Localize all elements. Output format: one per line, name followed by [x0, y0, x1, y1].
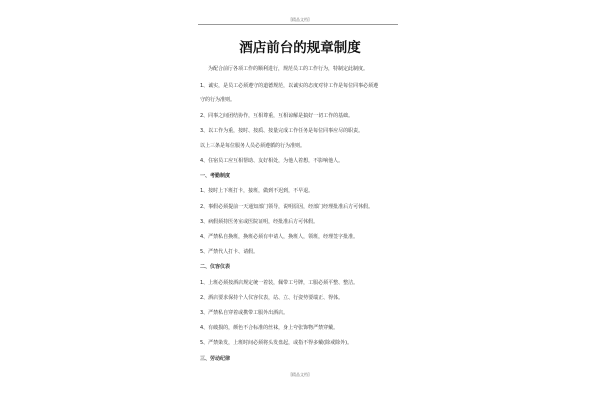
page-footer: [精品文档] — [290, 372, 310, 377]
appearance-item-4: 4、有破损的，颜色不合标准的丝袜，身上夸张饰物严禁穿戴。 — [200, 325, 339, 331]
attendance-item-1: 1、按时上下班打卡，接班，做到不迟到，不早退。 — [200, 188, 314, 194]
rule-1-line-2: 守的行为准则。 — [200, 97, 236, 103]
section-heading-attendance: 一、考勤制度 — [200, 173, 231, 179]
section-heading-discipline: 三、劳动纪律 — [200, 356, 231, 362]
rule-3: 3、以工作为重，按时、按质、按量完成工作任务是每位同事应尽的职责。 — [200, 128, 364, 134]
appearance-item-5: 5、严禁染发，上班时间必须将头发盘起，或指不得多戴(除戒除外)。 — [200, 340, 353, 346]
header-divider — [198, 24, 398, 25]
rule-1-line-1: 1、诚实，是员工必须遵守的道德规范，以诚实的态度对待工作是每位同事必须遵 — [200, 83, 379, 89]
page-header: [精品文档] — [290, 17, 310, 22]
section-heading-appearance: 二、仪容仪表 — [200, 264, 231, 270]
appearance-item-2: 2、酒店要求保持个人仪容仪表，站、立、行姿势要端正、得体。 — [200, 295, 344, 301]
attendance-item-5: 5、严禁代人打卡、请假。 — [200, 249, 259, 255]
attendance-item-2: 2、事假必须提前一天通知部门领导，说明原因，经部门经理批准后方可休假。 — [200, 204, 374, 210]
intro-paragraph: 为配合前厅各项工作的顺利进行，规范员工的工作行为，特制定此制度。 — [208, 66, 369, 72]
rule-2: 2、同事之间团结协作，互相尊重，互相谅解是搞好一切工作的基础。 — [200, 113, 354, 119]
rule-4: 4、住宿员工应互相帮助、友好相处，为他人着想，不影响他人。 — [200, 158, 344, 164]
attendance-item-4: 4、严禁私自换班，换班必须有申请人，换班人，领班，经理签字批准。 — [200, 234, 359, 240]
appearance-item-1: 1、上班必须按酒店规定统一着装，佩带工号牌，工服必须平整、整洁。 — [200, 280, 359, 286]
attendance-item-3: 3、病假须持医务室或医院证明，经批准后方可休假。 — [200, 219, 319, 225]
rules-summary: 以上三条是每位服务人员必须遵循的行为准则。 — [200, 143, 306, 149]
appearance-item-3: 3、严禁私自穿着或携带工服外出酒店。 — [200, 310, 289, 316]
document-title: 酒店前台的规章制度 — [239, 40, 361, 56]
